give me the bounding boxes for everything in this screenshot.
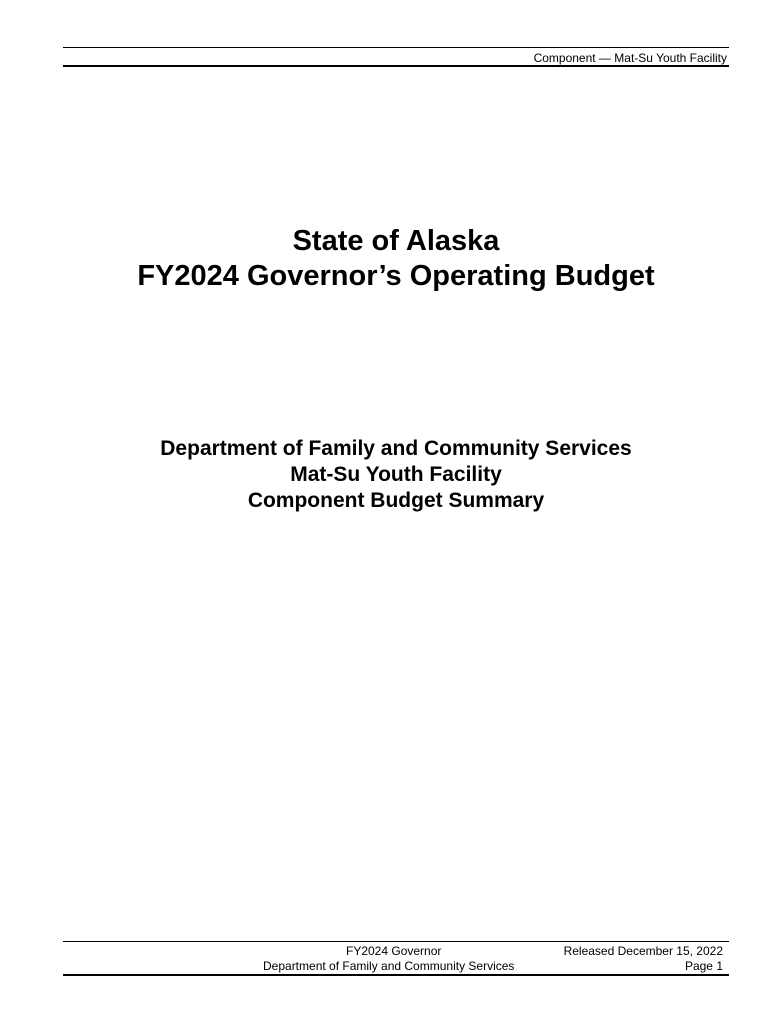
footer-bottom-rule — [63, 974, 729, 976]
footer-top-rule — [63, 941, 729, 942]
footer-budget-name: FY2024 Governor — [346, 944, 442, 958]
page-subtitle — [0, 436, 770, 514]
title-line-budget: FY2024 Governor’s Operating Budget — [137, 260, 655, 292]
subtitle-document-type: Component Budget Summary — [247, 489, 545, 512]
title-line-state: State of Alaska — [292, 225, 500, 257]
footer-department-name: Department of Family and Community Services — [263, 959, 515, 973]
footer-release-date: Released December 15, 2022 — [563, 944, 723, 958]
header-top-rule — [63, 47, 729, 48]
footer-page-number: Page 1 — [684, 959, 723, 973]
header-bottom-rule — [63, 65, 729, 67]
subtitle-component: Mat-Su Youth Facility — [290, 463, 502, 486]
header-component-label: Component — Mat-Su Youth Facility — [533, 51, 727, 65]
subtitle-department: Department of Family and Community Services — [160, 437, 632, 460]
page-title — [0, 224, 770, 294]
